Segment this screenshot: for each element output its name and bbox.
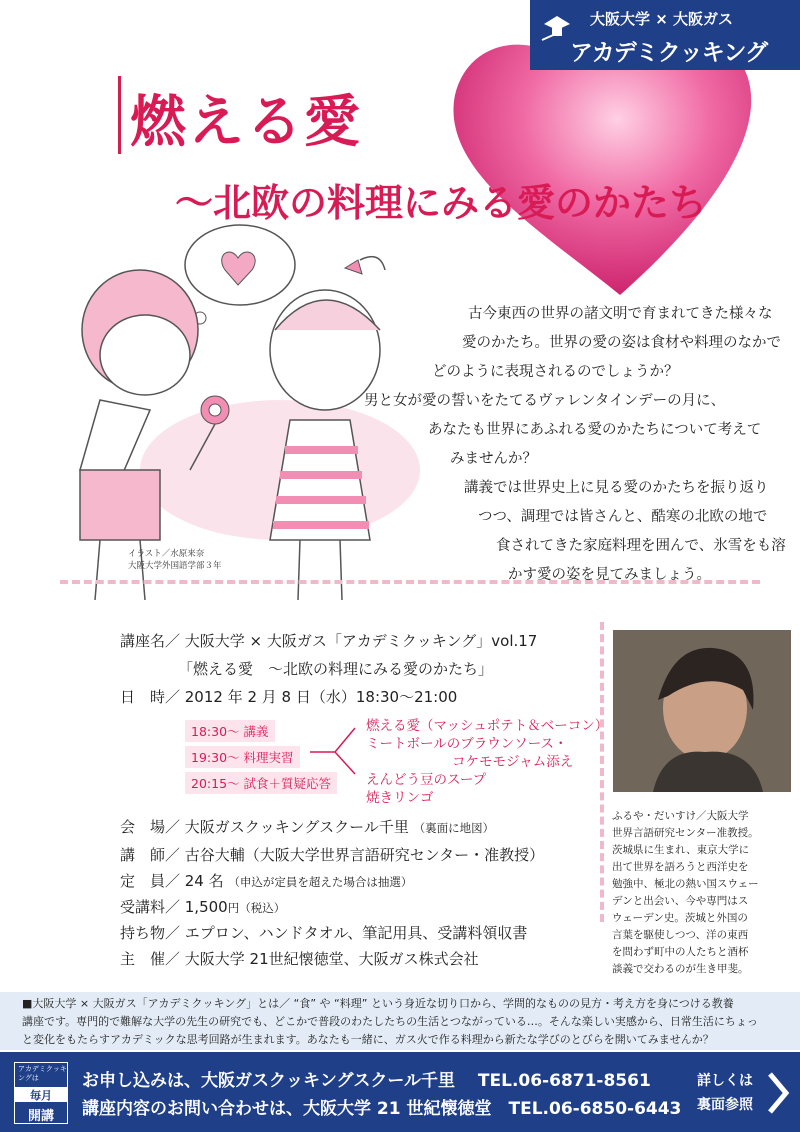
badge-line2: アカデミクッキング: [570, 40, 768, 66]
program-note: [0, 992, 800, 1050]
info-bring: 持ち物／ エプロン、ハンドタオル、筆記用具、受講料領収書: [120, 924, 528, 942]
intro-line: 古今東西の世界の諸文明で育まれてきた様々な: [468, 306, 773, 322]
credit-line: 大阪大学外国語学部３年: [128, 561, 222, 571]
menu-item: 燃える愛（マッシュポテト＆ベーコン）: [366, 718, 609, 734]
info-course-title: 「燃える愛 〜北欧の料理にみる愛のかたち」: [178, 660, 494, 678]
intro-line: 男と女が愛の誓いをたてるヴァレンタインデーの月に、: [364, 393, 726, 409]
venue-note: （裏面に地図）: [413, 821, 495, 835]
see-back-line1: 詳しくは: [697, 1073, 753, 1089]
see-back-line2: 裏面参照: [697, 1097, 753, 1113]
contact-apply[interactable]: お申し込みは、大阪ガスクッキングスクール千里 TEL.06-6871-8561: [82, 1071, 651, 1091]
monthly-badge-big: 開講: [27, 1109, 54, 1124]
monthly-badge-mid: 毎月: [15, 1087, 67, 1102]
intro-line: 愛のかたち。世界の愛の姿は食材や料理のなかで: [462, 335, 781, 351]
capacity-note: （申込が定員を超えた場合は抽選）: [228, 875, 413, 889]
bio-line: 言葉を駆使しつつ、洋の東西: [612, 929, 749, 941]
brand-badge: [530, 0, 800, 70]
vertical-divider: [600, 622, 604, 922]
info-fee: [120, 896, 285, 917]
fee-unit: 円（税込）: [227, 901, 286, 915]
bio-line: デンと出会い、今や専門はス: [612, 895, 749, 907]
menu-item: 焼きリンゴ: [366, 790, 434, 806]
divider: [60, 580, 760, 584]
bio-line: 勉強中、極北の熱い国スウェー: [612, 878, 759, 890]
info-lecturer: 講 師／ 古谷大輔（大阪大学世界言語研究センター・准教授）: [120, 846, 545, 864]
bio-line: 世界言語研究センター准教授。: [612, 827, 759, 839]
title-accent-bar: [118, 76, 121, 154]
intro-line: みませんか？: [450, 451, 537, 467]
venue-text: 会 場／ 大阪ガスクッキングスクール千里: [120, 818, 409, 836]
bio-line: ウェーデン史。茨城と外国の: [612, 912, 748, 924]
info-capacity: [120, 870, 412, 891]
bio-line: を問わず町中の人たちと酒杯: [612, 946, 749, 958]
note-line: 講座です。専門的で難解な大学の先生の研究でも、どこかで普段のわたしたちの生活とつながっている…。そんな楽しい実感から、日常生活にちょっ: [22, 1015, 758, 1028]
monthly-badge: [14, 1062, 68, 1124]
info-venue: [120, 816, 494, 837]
bio-line: 出て世界を語ろうと西洋史を: [612, 861, 749, 873]
info-course: 講座名／ 大阪大学 × 大阪ガス「アカデミクッキング」vol.17: [120, 632, 538, 650]
menu-item: えんどう豆のスープ: [366, 772, 487, 788]
note-line: ■大阪大学 × 大阪ガス「アカデミクッキング」とは／ “食” や “料理” という身近な切り口から、学問的なものの見方・考え方を身につける教養: [22, 997, 734, 1010]
note-line: と変化をもたらすアカデミックな思考回路が生まれます。あなたも一緒に、ガス火で作る料理から新たな学びのとびらを開いてみませんか？: [22, 1033, 714, 1046]
schedule-item: 18:30〜 講義: [185, 720, 275, 742]
intro-line: あなたも世界にあふれる愛のかたちについて考えて: [428, 422, 762, 438]
credit-line: イラスト／水原来奈: [128, 549, 205, 559]
monthly-badge-small: アカデミクッキングは: [18, 1065, 67, 1082]
badge-line1: 大阪大学 × 大阪ガス: [590, 10, 734, 28]
fee-text: 受講料／ 1,500: [120, 898, 228, 916]
intro-line: かす愛の姿を見てみましょう。: [508, 567, 711, 583]
intro-line: どのように表現されるのでしょうか？: [432, 364, 679, 380]
contact-footer: [0, 1052, 800, 1132]
intro-line: つつ、調理では皆さんと、酷寒の北欧の地で: [478, 509, 768, 525]
lecturer-photo: [613, 630, 791, 792]
bracket-connector: [310, 722, 366, 778]
page-subtitle: 〜北欧の料理にみる愛のかたち: [175, 181, 708, 225]
menu-item: ミートボールのブラウンソース・: [366, 736, 568, 752]
info-host: 主 催／ 大阪大学 21世紀懐徳堂、大阪ガス株式会社: [120, 950, 479, 968]
page-title: 燃える愛: [130, 90, 362, 155]
lecturer-bio: [612, 808, 800, 978]
illustration-credit: [128, 548, 222, 572]
info-datetime: 日 時／ 2012 年 2 月 8 日（水）18:30〜21:00: [120, 688, 458, 706]
intro-line: 食されてきた家庭料理を囲んで、氷雪をも溶: [496, 538, 786, 554]
bio-line: 茨城県に生まれ、東京大学に: [612, 844, 750, 856]
capacity-text: 定 員／ 24 名: [120, 872, 224, 890]
schedule-item: 19:30〜 料理実習: [185, 746, 300, 768]
schedule-item: 20:15〜 試食＋質疑応答: [185, 772, 337, 794]
contact-inquiry[interactable]: 講座内容のお問い合わせは、大阪大学 21 世紀懐徳堂 TEL.06-6850-6443: [82, 1099, 682, 1119]
bio-line: 談義で交わるのが生き甲斐。: [612, 963, 749, 975]
chevron-right-icon: [766, 1070, 790, 1116]
menu-item: コケモモジャム添え: [452, 754, 574, 770]
bio-line: ふるや・だいすけ／大阪大学: [612, 810, 749, 822]
intro-text: [360, 300, 800, 590]
chef-hat-icon: [540, 10, 574, 44]
intro-line: 講義では世界史上に見る愛のかたちを振り返り: [464, 480, 769, 496]
